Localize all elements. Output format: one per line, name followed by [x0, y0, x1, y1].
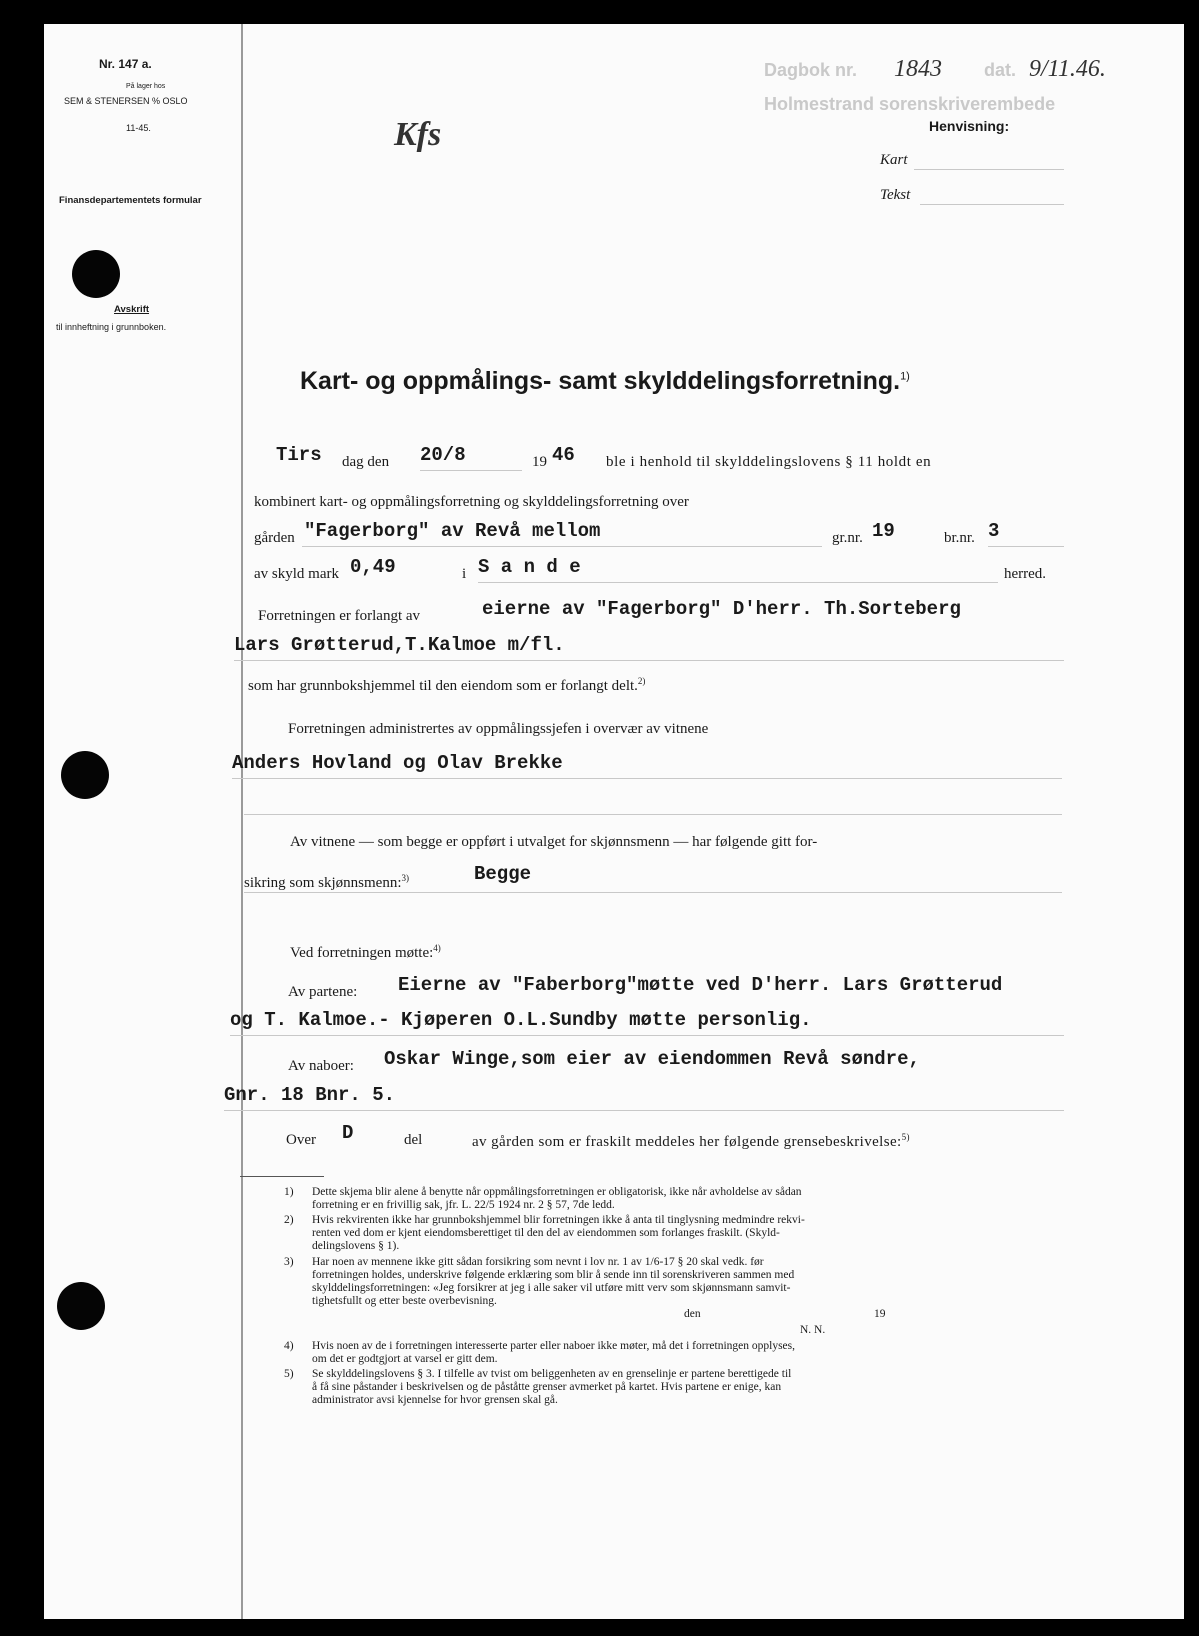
- requested-value-2: Lars Grøtterud,T.Kalmoe m/fl.: [234, 634, 565, 656]
- farm-value: "Fagerborg" av Revå mellom: [304, 520, 601, 542]
- neighbours-value-2: Gnr. 18 Bnr. 5.: [224, 1084, 396, 1106]
- weekday-label: dag den: [342, 454, 390, 470]
- map-label: Kart: [880, 152, 908, 168]
- year-prefix: 19: [532, 454, 547, 470]
- diary-number: 1843: [894, 56, 942, 82]
- print-date: 11-45.: [126, 123, 151, 133]
- parties-value-2: og T. Kalmoe.- Kjøperen O.L.Sundby møtte personlig.: [230, 1009, 812, 1031]
- footnote-2: 2) Hvis rekvirenten ikke har grunnbokshjemmel blir forretningen ikke å anta til tinglysning medmindre rekvi- renten ved dom er kjent eiendomsberettiget til den del av eiendommen som forlanges fraskilt. (Skyld- delingslovens § 1).: [284, 1214, 805, 1252]
- copy-purpose: til innheftning i grunnboken.: [56, 322, 167, 332]
- del-label: del: [404, 1132, 423, 1148]
- requested-value-1: eierne av "Fagerborg" D'herr. Th.Sorteberg: [482, 598, 961, 620]
- text-label: Tekst: [880, 187, 911, 203]
- copy-label: Avskrift: [114, 304, 150, 315]
- diary-date: 9/11.46.: [1029, 56, 1106, 82]
- margin-rule: [241, 24, 243, 1619]
- present-label: Ved forretningen møtte:$^{4)}$: [290, 943, 441, 961]
- intro-line-2: kombinert kart- og oppmålingsforretning og skylddelingsforretning over: [254, 494, 689, 510]
- over-label: Over: [286, 1132, 316, 1148]
- date-line: [420, 470, 522, 471]
- binder-hole-top: [72, 250, 120, 298]
- municipality-line: [478, 582, 998, 583]
- document-page: [44, 24, 1184, 1619]
- gnr-value: 19: [872, 520, 895, 542]
- witnesses-value: Anders Hovland og Olav Brekke: [232, 752, 563, 774]
- bnr-line: [988, 546, 1064, 547]
- binder-hole-bottom: [57, 1282, 105, 1330]
- gnr-label: gr.nr.: [832, 530, 863, 546]
- text-line: [920, 204, 1064, 205]
- assurance-line-1: Av vitnene — som begge er oppført i utvalget for skjønnsmenn — har følgende gitt for-: [290, 834, 818, 850]
- farm-label: gården: [254, 530, 295, 546]
- diary-date-label: dat.: [984, 60, 1017, 80]
- publisher-name: SEM & STENERSEN % OSLO: [64, 96, 188, 106]
- footnote-5: 5) Se skylddelingslovens § 3. I tilfelle av tvist om beliggenheten av en grenselinje er partene berettigede til å få sine påstander i beskrivelsen og de påståtte grenser avmerket på kartet. Hvis partene er enige, kan administrator avsi kjennelse for hvor grensen skal gå.: [284, 1368, 792, 1406]
- tax-value: 0,49: [350, 556, 396, 578]
- year-value: 46: [552, 444, 575, 466]
- over-value: D: [342, 1122, 354, 1144]
- office-stamp: Holmestrand sorenskriverembede: [764, 94, 1056, 114]
- bnr-value: 3: [988, 520, 1000, 542]
- admin-text: Forretningen administrertes av oppmålingssjefen i overvær av vitnene: [288, 721, 709, 737]
- footnote-4: 4) Hvis noen av de i forretningen interesserte parter eller naboer ikke møter, må det i forretningen opplyses, om det er godtgjort at varsel er gitt dem.: [284, 1340, 796, 1365]
- neighbours-value-1: Oskar Winge,som eier av eiendommen Revå søndre,: [384, 1048, 920, 1070]
- document-title: Kart- og oppmålings- samt skylddelingsforretning.$^{1)}$: [300, 367, 910, 395]
- footnote-3: 3) Har noen av mennene ikke gitt sådan forsikring som nevnt i lov nr. 1 av 1/6-17 § 20 skal vedk. før forretningen holdes, underskrive følgende erklæring som blir å sende inn til sorenskriveren sammen med skylddelingsforretningen: «Jeg forsikrer at jeg i alle saker vil utføre mitt verv som skjønnsmann samvit- tighetsfullt og etter beste overbevisning.: [284, 1256, 795, 1307]
- neighbours-label: Av naboer:: [288, 1058, 354, 1074]
- footnote-1: 1) Dette skjema blir alene å benytte når oppmålingsforretningen er obligatorisk, ikke når avholdelse av sådan forretning er en frivillig sak, jfr. L. 22/5 1924 nr. 2 § 57, 7de ledd.: [284, 1186, 802, 1211]
- form-number: Nr. 147 a.: [99, 57, 152, 71]
- date-value: 20/8: [420, 444, 466, 466]
- neighbours-line: [224, 1110, 1064, 1111]
- assurance-line: [244, 892, 1062, 893]
- requested-line: [234, 660, 1064, 661]
- requested-label: Forretningen er forlangt av: [258, 608, 421, 624]
- parties-value-1: Eierne av "Faberborg"møtte ved D'herr. Lars Grøtterud: [398, 974, 1003, 996]
- parties-line: [230, 1035, 1064, 1036]
- witnesses-line-2: [244, 814, 1062, 815]
- title-holder-text: som har grunnbokshjemmel til den eiendom som er forlangt delt.$^{2)}$: [248, 676, 646, 694]
- weekday-value: Tirs: [276, 444, 322, 466]
- initials: Kfs: [394, 116, 442, 153]
- footnote-separator: [240, 1176, 324, 1177]
- form-owner: Finansdepartementets formular: [59, 195, 202, 206]
- intro-text: ble i henhold til skylddelingslovens § 11 holdt en: [606, 454, 932, 470]
- diary-label: Dagbok nr.: [764, 60, 858, 80]
- municipality-value: S a n d e: [478, 556, 581, 578]
- parties-label: Av partene:: [288, 984, 358, 1000]
- in-label: i: [462, 566, 467, 582]
- footnote-3-signature: N. N.: [800, 1324, 826, 1336]
- bnr-label: br.nr.: [944, 530, 975, 546]
- farm-line: [302, 546, 822, 547]
- reference-label: Henvisning:: [929, 118, 1010, 134]
- binder-hole-middle: [61, 751, 109, 799]
- boundary-text: av gården som er fraskilt meddeles her følgende grensebeskrivelse:$^{5)}$: [472, 1132, 910, 1150]
- herred-label: herred.: [1004, 566, 1047, 582]
- footnote-3-den: den: [684, 1308, 701, 1320]
- map-line: [914, 169, 1064, 170]
- assurance-line-2: sikring som skjønnsmenn:$^{3)}$: [244, 873, 410, 891]
- footnote-3-year: 19: [874, 1308, 886, 1320]
- witnesses-line: [232, 778, 1062, 779]
- publisher-line: På lager hos: [126, 83, 166, 90]
- tax-label: av skyld mark: [254, 566, 339, 582]
- assurance-value: Begge: [474, 863, 532, 885]
